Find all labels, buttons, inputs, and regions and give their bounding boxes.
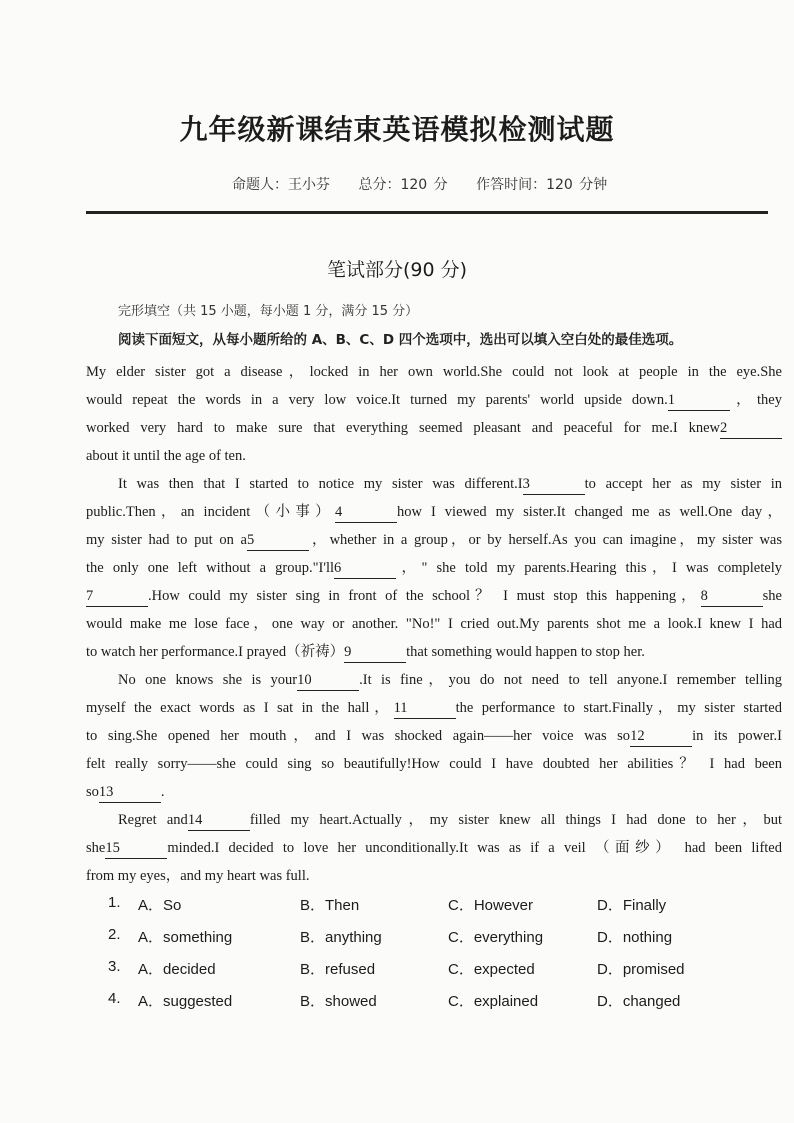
answer-blank[interactable]: 15: [105, 838, 167, 859]
passage-line: [86, 386, 782, 414]
exam-meta: [232, 174, 629, 194]
passage-line: [86, 862, 782, 890]
option-c[interactable]: C．expected: [448, 961, 535, 978]
passage-text: to watch her performance.I prayed（祈祷）: [86, 644, 345, 660]
option-b[interactable]: B．anything: [300, 929, 382, 946]
passage-text: about it until the age of ten.: [86, 448, 246, 464]
question-row: [0, 894, 794, 926]
answer-blank[interactable]: 6: [334, 558, 396, 579]
option-a[interactable]: A．So: [138, 897, 182, 914]
passage-text: to sing.She opened her mouth，and I was shocked again——her voice was so: [86, 728, 631, 744]
option-a[interactable]: A．decided: [138, 961, 216, 978]
passage-line: [86, 526, 782, 554]
answer-blank[interactable]: 14: [188, 810, 250, 831]
passage-text: would make me lose face，one way or another. "No!" I cried out.My parents shot me a look.I knew I had: [86, 616, 782, 632]
passage-line: [86, 554, 782, 582]
option-b[interactable]: B．refused: [300, 961, 376, 978]
answer-blank[interactable]: 10: [297, 670, 359, 691]
passage-text: so: [86, 784, 99, 800]
question-row: [0, 958, 794, 990]
question-number: 2.: [108, 926, 121, 943]
option-b[interactable]: B．Then: [300, 897, 360, 914]
option-d[interactable]: D．Finally: [597, 897, 667, 914]
passage-line: [86, 666, 782, 694]
passage-line: [86, 750, 782, 778]
passage-line: [86, 694, 782, 722]
passage-line: [86, 414, 782, 442]
answer-blank[interactable]: 13: [99, 782, 161, 803]
passage-text: .It is fine，you do not need to tell anyone.I remember telling: [359, 672, 782, 688]
passage-text: minded.I decided to love her unconditionally.It was as if a veil （面纱） had been lifted: [167, 840, 782, 856]
option-c[interactable]: C．However: [448, 897, 534, 914]
option-c[interactable]: C．explained: [448, 993, 539, 1010]
passage-text: the performance to start.Finally，my sister started: [455, 700, 782, 716]
passage-text: Regret and: [118, 812, 188, 828]
answer-blank[interactable]: 12: [630, 726, 692, 747]
question-row: [0, 990, 794, 1022]
passage-text: myself the exact words as I sat in the hall，: [86, 700, 394, 716]
passage-text: public.Then，an incident（小事）: [86, 504, 336, 520]
passage-text: No one knows she is your: [118, 672, 298, 688]
option-a[interactable]: A．suggested: [138, 993, 233, 1010]
option-c[interactable]: C．everything: [448, 929, 544, 946]
passage-line: [86, 470, 782, 498]
author-label: 命题人：王小芬: [232, 177, 330, 193]
passage-text: .: [160, 784, 165, 800]
passage-text: would repeat the words in a very low voice.It turned my parents' world upside down.: [86, 392, 668, 408]
passage-line: [86, 778, 782, 806]
passage-line: [86, 582, 782, 610]
passage-line: [86, 834, 782, 862]
answer-blank[interactable]: 9: [344, 642, 406, 663]
answer-blank[interactable]: 2: [720, 418, 782, 439]
passage-text: from my eyes，and my heart was full.: [86, 868, 310, 884]
passage-line: [86, 610, 782, 638]
passage-text: worked very hard to make sure that everything seemed pleasant and peaceful for me.I knew: [86, 420, 720, 436]
answer-blank[interactable]: 1: [668, 390, 730, 411]
passage-text: .How could my sister sing in front of the school？ I must stop this happening，: [148, 588, 701, 604]
option-a[interactable]: A．something: [138, 929, 233, 946]
time-label: 作答时间：120 分钟: [476, 177, 608, 193]
passage-text: she: [86, 840, 106, 856]
section-title: 笔试部分(90 分): [326, 259, 468, 281]
answer-blank[interactable]: 8: [701, 586, 763, 607]
passage-text: ，" she told my parents.Hearing this，I was completely: [396, 560, 782, 576]
passage-line: [86, 358, 782, 386]
answer-blank[interactable]: 11: [394, 698, 456, 719]
passage-line: [86, 498, 782, 526]
cloze-passage: [86, 358, 782, 890]
passage-text: my sister had to put on a: [86, 532, 247, 548]
passage-text: ，whether in a group，or by herself.As you can imagine，my sister was: [308, 532, 782, 548]
passage-text: My elder sister got a disease，locked in her own world.She could not look at people in the eye.She: [86, 364, 782, 380]
option-d[interactable]: D．changed: [597, 993, 681, 1010]
option-d[interactable]: D．nothing: [597, 929, 673, 946]
passage-text: that something would happen to stop her.: [406, 644, 645, 660]
exam-title: 九年级新课结束英语模拟检测试题: [179, 113, 615, 146]
total-score-label: 总分：120 分: [358, 177, 448, 193]
passage-text: how I viewed my sister.It changed me as well.One day，: [397, 504, 782, 520]
header-divider: [86, 211, 768, 214]
question-number: 3.: [108, 958, 121, 975]
question-number: 1.: [108, 894, 121, 911]
passage-line: [86, 806, 782, 834]
part-heading: 完形填空（共 15 小题，每小题 1 分，满分 15 分）: [118, 304, 419, 319]
question-row: [0, 926, 794, 958]
answer-blank[interactable]: 3: [523, 474, 585, 495]
passage-text: in its power.I: [692, 728, 782, 744]
passage-text: It was then that I started to notice my sister was different.I: [118, 476, 523, 492]
part-instruction: 阅读下面短文，从每小题所给的 A、B、C、D 四个选项中，选出可以填入空白处的最佳选项。: [118, 332, 683, 348]
passage-text: the only one left without a group."I'll: [86, 560, 335, 576]
passage-line: [86, 722, 782, 750]
passage-text: to accept her as my sister in: [584, 476, 783, 492]
passage-text: ，they: [729, 392, 782, 408]
answer-blank[interactable]: 5: [247, 530, 309, 551]
passage-text: she: [762, 588, 782, 604]
option-b[interactable]: B．showed: [300, 993, 377, 1010]
option-d[interactable]: D．promised: [597, 961, 685, 978]
passage-text: filled my heart.Actually，my sister knew all things I had done to her，but: [249, 812, 782, 828]
passage-line: [86, 638, 782, 666]
answer-blank[interactable]: 7: [86, 586, 148, 607]
answer-blank[interactable]: 4: [335, 502, 397, 523]
passage-line: [86, 442, 782, 470]
question-number: 4.: [108, 990, 121, 1007]
passage-text: felt really sorry——she could sing so beautifully!How could I have doubted her abilities？ I had been: [86, 756, 782, 772]
